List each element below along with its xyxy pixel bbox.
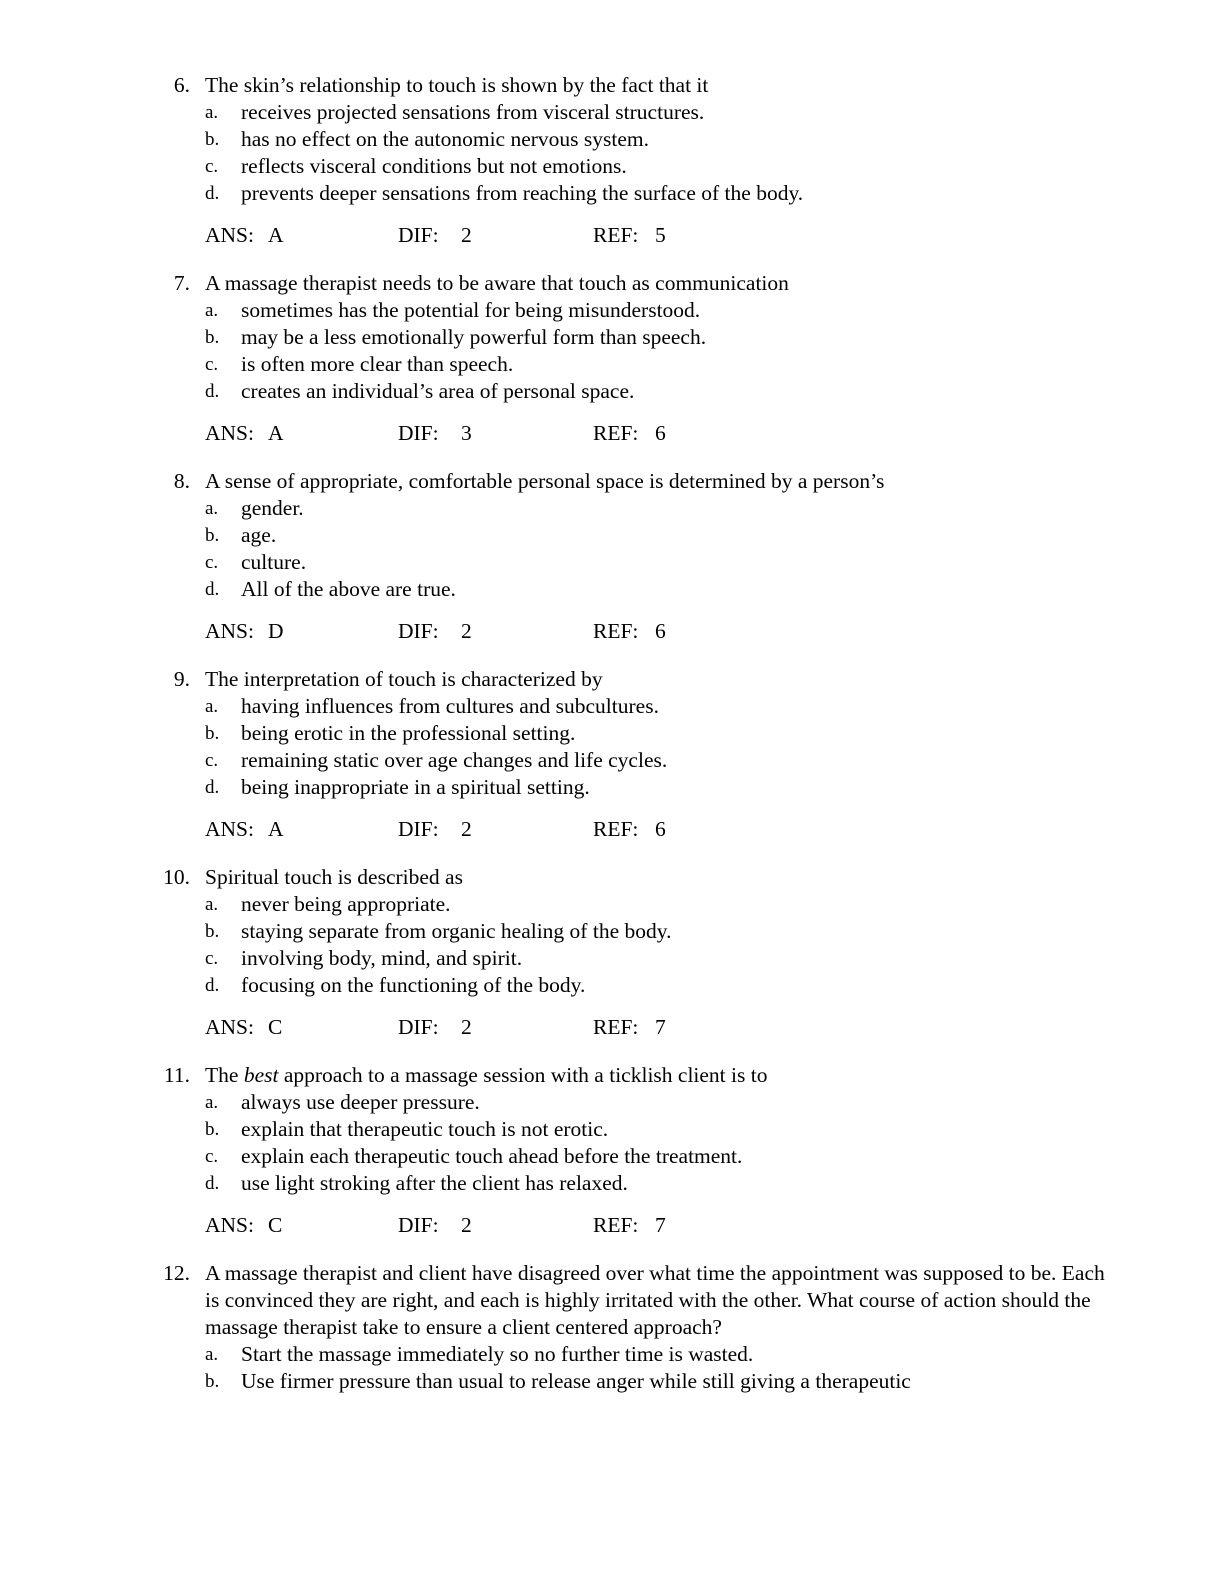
- option-text: may be a less emotionally powerful form than speech.: [241, 325, 707, 349]
- option-b: [0, 918, 1224, 945]
- option-text: staying separate from organic healing of the body.: [241, 919, 672, 943]
- option-text: gender.: [241, 496, 304, 520]
- question-text: A massage therapist and client have disagreed over what time the appointment was supposed to be. Each is convinced they are right, and each is highly irritated with the other. What course of action should the massage therapist take to ensure a client centered approach?: [205, 1261, 1105, 1339]
- option-b: [0, 720, 1224, 747]
- option-a: [0, 99, 1224, 126]
- question-text-before: The: [205, 1063, 244, 1087]
- question-7: [0, 270, 1224, 447]
- option-b: [0, 324, 1224, 351]
- option-d: [0, 774, 1224, 801]
- question-9: [0, 666, 1224, 843]
- dif-value: 3: [461, 421, 472, 445]
- option-list: [0, 1089, 1224, 1197]
- option-letter: d.: [205, 579, 220, 600]
- dif-value: 2: [461, 223, 472, 247]
- option-letter: a.: [205, 102, 219, 123]
- question-stem: [0, 468, 1224, 495]
- dif-value: 2: [461, 817, 472, 841]
- question-text: Spiritual touch is described as: [205, 865, 463, 889]
- option-letter: a.: [205, 1344, 219, 1365]
- ans-value: C: [268, 1015, 283, 1039]
- option-b: [0, 126, 1224, 153]
- ans-value: A: [268, 817, 284, 841]
- dif-value: 2: [461, 1213, 472, 1237]
- option-letter: b.: [205, 1119, 220, 1140]
- option-letter: b.: [205, 921, 220, 942]
- document-page: [0, 72, 1224, 1416]
- answer-metadata: [0, 618, 1224, 645]
- option-d: [0, 576, 1224, 603]
- option-list: [0, 891, 1224, 999]
- option-c: [0, 351, 1224, 378]
- question-number: 10.: [163, 865, 190, 889]
- option-text: involving body, mind, and spirit.: [241, 946, 523, 970]
- option-text: has no effect on the autonomic nervous system.: [241, 127, 650, 151]
- question-number: 8.: [173, 469, 190, 493]
- option-d: [0, 1170, 1224, 1197]
- ans-label: ANS:: [205, 1213, 254, 1237]
- option-letter: a.: [205, 1092, 219, 1113]
- ans-label: ANS:: [205, 619, 254, 643]
- question-text-emphasis: best: [243, 1063, 279, 1087]
- option-a: [0, 1089, 1224, 1116]
- option-text: receives projected sensations from visceral structures.: [241, 100, 705, 124]
- option-b: [0, 1368, 1224, 1395]
- option-text: creates an individual’s area of personal space.: [241, 379, 635, 403]
- option-text: reflects visceral conditions but not emotions.: [241, 154, 627, 178]
- ref-label: REF:: [593, 1015, 639, 1039]
- option-text: prevents deeper sensations from reaching the surface of the body.: [241, 181, 804, 205]
- option-list: [0, 297, 1224, 405]
- option-text: All of the above are true.: [241, 577, 456, 601]
- option-letter: d.: [205, 777, 220, 798]
- answer-metadata: [0, 420, 1224, 447]
- option-letter: a.: [205, 894, 219, 915]
- option-a: [0, 1341, 1224, 1368]
- question-8: [0, 468, 1224, 645]
- ans-label: ANS:: [205, 1015, 254, 1039]
- question-stem: [0, 666, 1224, 693]
- option-a: [0, 693, 1224, 720]
- ref-value: 6: [655, 619, 666, 643]
- option-letter: d.: [205, 1173, 220, 1194]
- ref-label: REF:: [593, 619, 639, 643]
- dif-value: 2: [461, 1015, 472, 1039]
- option-letter: b.: [205, 525, 220, 546]
- ref-value: 6: [655, 817, 666, 841]
- option-b: [0, 1116, 1224, 1143]
- option-letter: b.: [205, 723, 220, 744]
- ans-value: A: [268, 421, 284, 445]
- option-text: Start the massage immediately so no further time is wasted.: [241, 1342, 754, 1366]
- option-text: culture.: [241, 550, 307, 574]
- option-letter: b.: [205, 327, 220, 348]
- dif-label: DIF:: [398, 1015, 439, 1039]
- dif-label: DIF:: [398, 619, 439, 643]
- option-letter: c.: [205, 354, 219, 375]
- question-text-after: approach to a massage session with a ticklish client is to: [278, 1063, 768, 1087]
- question-6: [0, 72, 1224, 249]
- option-c: [0, 945, 1224, 972]
- question-text: The interpretation of touch is characterized by: [205, 667, 603, 691]
- option-b: [0, 522, 1224, 549]
- option-list: [0, 99, 1224, 207]
- option-letter: c.: [205, 156, 219, 177]
- question-number: 12.: [163, 1261, 190, 1285]
- ans-label: ANS:: [205, 421, 254, 445]
- ref-value: 6: [655, 421, 666, 445]
- question-number: 7.: [173, 271, 190, 295]
- option-text: never being appropriate.: [241, 892, 451, 916]
- option-text: Use firmer pressure than usual to release anger while still giving a therapeutic: [241, 1369, 911, 1393]
- option-text: having influences from cultures and subcultures.: [241, 694, 659, 718]
- dif-label: DIF:: [398, 421, 439, 445]
- option-a: [0, 297, 1224, 324]
- ref-value: 7: [655, 1015, 666, 1039]
- option-c: [0, 747, 1224, 774]
- question-12: [0, 1260, 1224, 1395]
- question-text: A massage therapist needs to be aware that touch as communication: [205, 271, 789, 295]
- option-text: is often more clear than speech.: [241, 352, 514, 376]
- option-letter: c.: [205, 552, 219, 573]
- question-stem: [0, 270, 1224, 297]
- question-text: The skin’s relationship to touch is shown by the fact that it: [205, 73, 709, 97]
- option-text: remaining static over age changes and life cycles.: [241, 748, 668, 772]
- question-stem: [0, 1062, 1224, 1089]
- question-11: [0, 1062, 1224, 1239]
- option-a: [0, 891, 1224, 918]
- option-letter: d.: [205, 381, 220, 402]
- question-text: A sense of appropriate, comfortable personal space is determined by a person’s: [205, 469, 885, 493]
- option-text: always use deeper pressure.: [241, 1090, 480, 1114]
- option-c: [0, 1143, 1224, 1170]
- ans-value: C: [268, 1213, 283, 1237]
- option-d: [0, 972, 1224, 999]
- option-letter: a.: [205, 696, 219, 717]
- dif-label: DIF:: [398, 817, 439, 841]
- option-letter: c.: [205, 1146, 219, 1167]
- option-text: age.: [241, 523, 277, 547]
- option-text: explain that therapeutic touch is not erotic.: [241, 1117, 609, 1141]
- ans-value: A: [268, 223, 284, 247]
- answer-metadata: [0, 816, 1224, 843]
- ans-label: ANS:: [205, 223, 254, 247]
- option-letter: a.: [205, 498, 219, 519]
- option-letter: d.: [205, 183, 220, 204]
- dif-label: DIF:: [398, 223, 439, 247]
- option-c: [0, 549, 1224, 576]
- answer-metadata: [0, 222, 1224, 249]
- option-letter: c.: [205, 948, 219, 969]
- option-c: [0, 153, 1224, 180]
- option-text: explain each therapeutic touch ahead before the treatment.: [241, 1144, 743, 1168]
- option-list: [0, 1341, 1224, 1395]
- answer-metadata: [0, 1212, 1224, 1239]
- option-letter: d.: [205, 975, 220, 996]
- ref-value: 5: [655, 223, 666, 247]
- dif-value: 2: [461, 619, 472, 643]
- question-number: 9.: [173, 667, 190, 691]
- ref-label: REF:: [593, 223, 639, 247]
- option-text: sometimes has the potential for being misunderstood.: [241, 298, 701, 322]
- option-text: use light stroking after the client has relaxed.: [241, 1171, 628, 1195]
- option-a: [0, 495, 1224, 522]
- question-stem: [0, 72, 1224, 99]
- ans-label: ANS:: [205, 817, 254, 841]
- option-list: [0, 693, 1224, 801]
- option-list: [0, 495, 1224, 603]
- dif-label: DIF:: [398, 1213, 439, 1237]
- ref-value: 7: [655, 1213, 666, 1237]
- ref-label: REF:: [593, 817, 639, 841]
- question-number: 11.: [163, 1063, 190, 1087]
- question-stem: [0, 1260, 1224, 1341]
- option-text: being inappropriate in a spiritual setting.: [241, 775, 590, 799]
- question-10: [0, 864, 1224, 1041]
- ref-label: REF:: [593, 421, 639, 445]
- option-text: focusing on the functioning of the body.: [241, 973, 586, 997]
- option-letter: b.: [205, 1371, 220, 1392]
- option-letter: c.: [205, 750, 219, 771]
- question-stem: [0, 864, 1224, 891]
- option-text: being erotic in the professional setting.: [241, 721, 576, 745]
- answer-metadata: [0, 1014, 1224, 1041]
- option-d: [0, 180, 1224, 207]
- ans-value: D: [268, 619, 284, 643]
- ref-label: REF:: [593, 1213, 639, 1237]
- question-number: 6.: [173, 73, 190, 97]
- option-d: [0, 378, 1224, 405]
- option-letter: a.: [205, 300, 219, 321]
- option-letter: b.: [205, 129, 220, 150]
